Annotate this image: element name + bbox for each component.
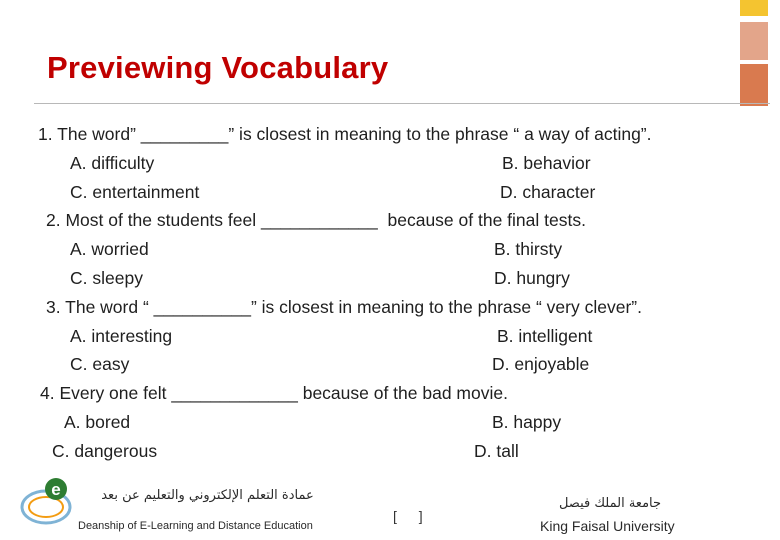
svg-text:e: e xyxy=(51,480,61,499)
question-4-option-a: A. bored xyxy=(64,412,131,432)
question-1-stem: 1. The word” _________” is closest in meaning to the phrase “ a way of acting”. xyxy=(38,124,652,144)
university-name-english: King Faisal University xyxy=(540,518,675,534)
question-3-option-c: C. easy xyxy=(70,354,130,374)
question-3-option-d: D. enjoyable xyxy=(492,354,590,374)
page-number-marker: [ ] xyxy=(393,508,423,524)
question-4-option-c: C. dangerous xyxy=(52,441,158,461)
question-3-option-b: B. intelligent xyxy=(497,326,593,346)
title-divider xyxy=(34,103,770,104)
question-2-option-c: C. sleepy xyxy=(70,268,143,288)
question-2-stem: 2. Most of the students feel ____________ because of the final tests. xyxy=(46,210,586,230)
university-name-arabic: جامعة الملك فيصل xyxy=(558,496,662,511)
question-4-stem: 4. Every one felt _____________ because of the bad movie. xyxy=(40,383,508,403)
question-3-option-a: A. interesting xyxy=(70,326,173,346)
accent-bar-light-orange xyxy=(740,22,768,60)
deanship-name-arabic: عمادة التعلم الإلكتروني والتعليم عن بعد xyxy=(101,488,314,503)
deanship-name-english: Deanship of E-Learning and Distance Education xyxy=(78,520,313,532)
question-1-option-a: A. difficulty xyxy=(70,153,155,173)
question-2-option-d: D. hungry xyxy=(494,268,570,288)
accent-bar-yellow xyxy=(740,0,768,16)
question-3-stem: 3. The word “ __________” is closest in meaning to the phrase “ very clever”. xyxy=(46,297,642,317)
e-learning-logo-icon xyxy=(16,473,76,533)
question-1-option-b: B. behavior xyxy=(502,153,591,173)
question-4-option-d: D. tall xyxy=(474,441,519,461)
question-4-option-b: B. happy xyxy=(492,412,562,432)
question-1-option-d: D. character xyxy=(500,182,596,202)
page-title: Previewing Vocabulary xyxy=(47,50,389,85)
question-1-option-c: C. entertainment xyxy=(70,182,200,202)
question-2-option-a: A. worried xyxy=(70,239,149,259)
accent-bar-orange xyxy=(740,64,768,106)
question-2-option-b: B. thirsty xyxy=(494,239,563,259)
